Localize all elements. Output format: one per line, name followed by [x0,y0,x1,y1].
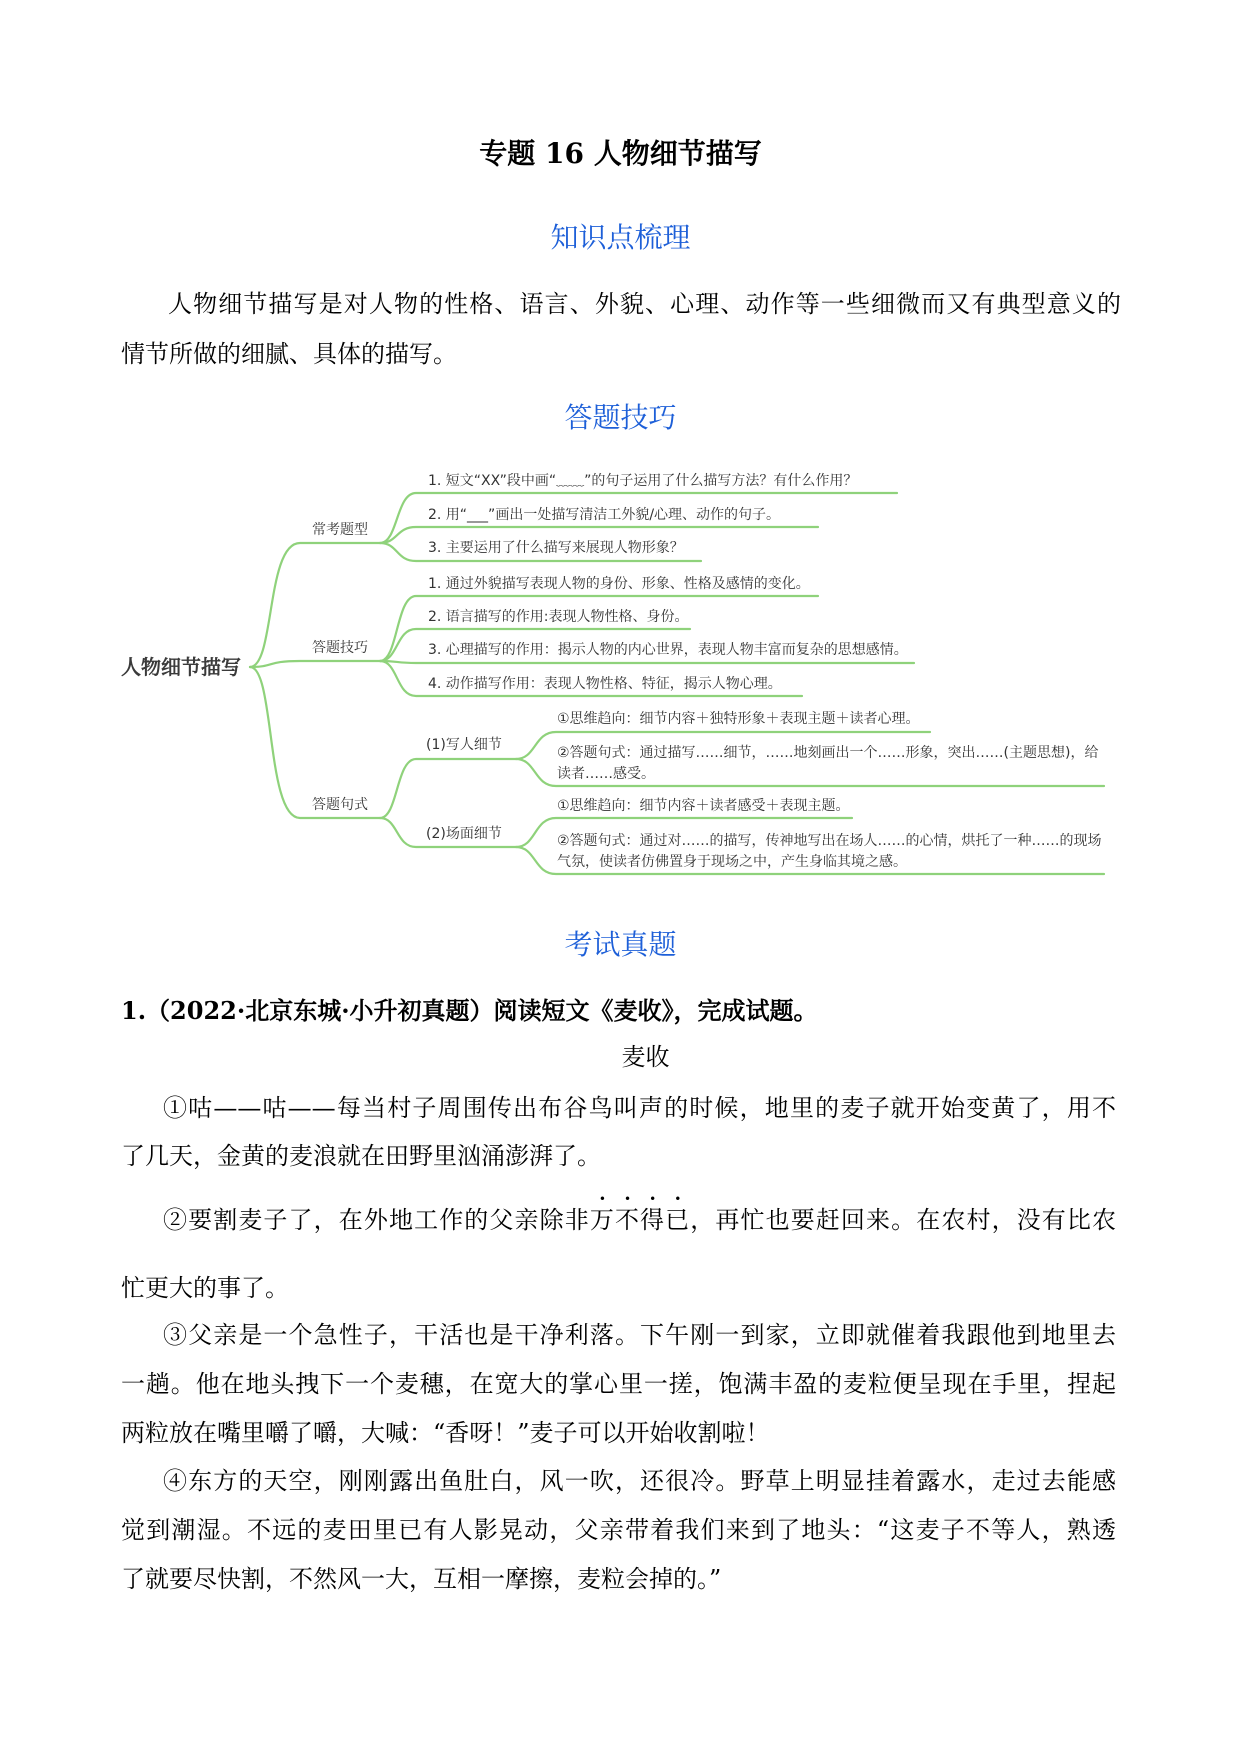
mindmap-root: 人物细节描写 [121,655,241,679]
emphasized-text: 万不得已 [589,1206,691,1234]
mindmap-subbranch-label: (2)场面细节 [426,826,502,842]
connector-line [380,759,516,818]
mindmap-subbranch-label: (1)写人细节 [426,737,502,753]
question-heading: 1.（2022·北京东城·小升初真题）阅读短文《麦收》，完成试题。 [121,996,818,1025]
mindmap-item-line: 气氛，使读者仿佛置身于现场之中，产生身临其境之感。 [557,854,907,870]
passage-paragraph [121,1457,1116,1604]
mindmap-branch-label: 答题技巧 [312,640,368,656]
mindmap-item: 4. 动作描写作用：表现人物性格、特征，揭示人物心理。 [428,676,782,692]
mindmap-item-line: ②答题句式：通过对……的描写，传神地写出在场人……的心情，烘托了一种……的现场 [557,833,1102,849]
mindmap-branch-label: 答题句式 [312,797,368,813]
section-heading-knowledge: 知识点梳理 [550,221,691,254]
paragraph-line: ①咕——咕——每当村子周围传出布谷鸟叫声的时候，地里的麦子就开始变黄了，用不 [163,1094,1116,1122]
paragraph-line: 两粒放在嘴里嚼了嚼，大喊：“香呀！”麦子可以开始收割啦！ [121,1419,770,1447]
mindmap-item: ①思维趋向：细节内容＋独特形象＋表现主题＋读者心理。 [557,711,920,727]
mindmap-item: ①思维趋向：细节内容＋读者感受＋表现主题。 [557,798,850,814]
intro-line: 人物细节描写是对人物的性格、语言、外貌、心理、动作等一些细微而又有典型意义的 [168,290,1121,318]
paragraph-line: 觉到潮湿。不远的麦田里已有人影晃动，父亲带着我们来到了地头：“这麦子不等人，熟透 [121,1516,1116,1544]
connector-line [250,661,380,667]
mindmap-item: 3. 主要运用了什么描写来展现人物形象？ [428,540,684,556]
intro-line: 情节所做的细腻、具体的描写。 [121,340,457,368]
paragraph-line: ④东方的天空，刚刚露出鱼肚白，风一吹，还很冷。野草上明显挂着露水，走过去能感 [163,1467,1116,1495]
section-heading-skills: 答题技巧 [564,401,677,434]
passage-paragraph [121,1186,1116,1322]
mindmap-item: 1. 短文“XX”段中画“﹏﹏”的句子运用了什么描写方法？有什么作用？ [428,473,858,489]
paragraph-line: 一趟。他在地头拽下一个麦穗，在宽大的掌心里一搓，饱满丰盈的麦粒便呈现在手里，捏起 [121,1370,1116,1398]
mindmap-item: 2. 语言描写的作用:表现人物性格、身份。 [428,609,689,625]
mindmap-item: 1. 通过外貌描写表现人物的身份、形象、性格及感情的变化。 [428,576,810,592]
paragraph-line: 忙更大的事了。 [121,1274,289,1302]
text-segment: ②要割麦子了，在外地工作的父亲除非 [163,1206,590,1234]
mindmap-item: 2. 用“___”画出一处描写清洁工外貌/心理、动作的句子。 [428,507,781,523]
intro-paragraph [121,279,1121,379]
connector-line [380,661,914,663]
passage-paragraph [121,1084,1116,1180]
paragraph-line: 了就要尽快割，不然风一大，互相一摩擦，麦粒会掉的。” [121,1565,722,1593]
mindmap-item-line: ②答题句式：通过描写……细节，……地刻画出一个……形象，突出……(主题思想)，给 [557,745,1099,761]
paragraph-line: 了几天，金黄的麦浪就在田野里汹涌澎湃了。 [121,1142,601,1170]
paragraph-line [121,1186,1116,1254]
passage-paragraph [121,1311,1116,1458]
text-segment: ，再忙也要赶回来。在农村，没有比农 [690,1206,1117,1234]
mindmap-item: 3. 心理描写的作用：揭示人物的内心世界，表现人物丰富而复杂的思想感情。 [428,642,908,658]
paragraph-line: ③父亲是一个急性子，干活也是干净利落。下午刚一到家，立即就催着我跟他到地里去 [163,1321,1116,1349]
page-title: 专题 16 人物细节描写 [479,137,762,170]
mind-map [0,455,1241,895]
mindmap-branch-label: 常考题型 [312,522,368,538]
section-heading-exam: 考试真题 [564,928,677,961]
mindmap-item [557,831,1102,873]
mindmap-item-line: 读者……感受。 [557,766,655,782]
passage-title: 麦收 [621,1043,670,1071]
mindmap-item [557,743,1098,785]
